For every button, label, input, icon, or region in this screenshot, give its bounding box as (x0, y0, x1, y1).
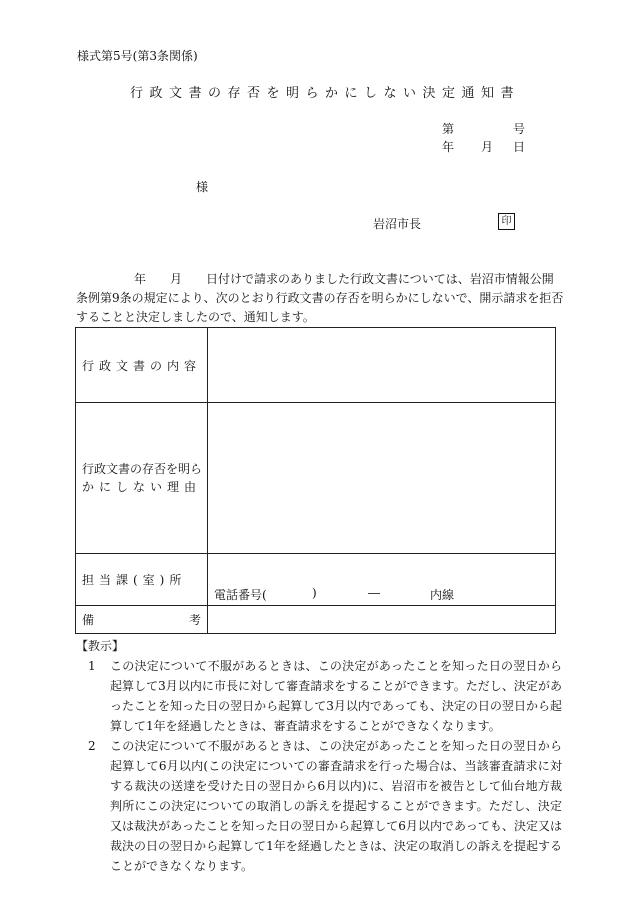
label-reason: 行政文書の存否を明ら かにしない理由 (76, 403, 208, 554)
table-row-reason (76, 403, 556, 554)
field-reason[interactable] (208, 403, 556, 554)
phone-prefix: 電話番号( (214, 588, 267, 602)
instruction-item: 2 この決定について不服があるときは、この決定があったことを知った日の翌日から起算して6月以内(この決定についての審査請求を行った場合は、当該審査請求に対する裁決の送達を受けた日の翌日から6月以内)に、岩沼市を被告として仙台地方裁判所にこの決定についての取消しの訴えを提起することができます。ただし、決定又は裁決があったことを知った日の翌日から起算して6月以内であっても、決定又は裁決の日の翌日から起算して1年を経過したときは、決定の取消しの訴えを提起することができなくなります。 (88, 739, 562, 873)
date-month: 月 (481, 140, 494, 154)
addressee-sama: 様 (196, 180, 209, 194)
label-document-content: 行政文書の内容 (76, 328, 208, 403)
body-line-1: 年 月 日付けで請求のありました行政文書については、岩沼市情報公開 (134, 272, 554, 286)
field-department[interactable] (208, 554, 556, 606)
field-remarks[interactable] (208, 606, 556, 634)
date-day: 日 (513, 140, 526, 154)
body-line-3: することと決定しましたので、通知します。 (76, 310, 315, 324)
reference-dai: 第 (442, 122, 455, 136)
instructions-section (76, 636, 562, 876)
instruction-item: 1 この決定について不服があるときは、この決定があったことを知った日の翌日から起算して3月以内に市長に対して審査請求をすることができます。ただし、決定があったことを知った日の翌日から起算して3月以内であっても、決定の日の翌日から起算して1年を経過したときは、審査請求をすることができなくなります。 (88, 659, 562, 733)
field-document-content[interactable] (208, 328, 556, 403)
document-title: 行政文書の存否を明らかにしない決定通知書 (129, 86, 520, 101)
body-line-2: 条例第9条の規定により、次のとおり行政文書の存否を明らかにしないで、開示請求を拒否 (76, 291, 564, 305)
label-department: 担当課(室)所 (76, 554, 208, 606)
reference-go: 号 (513, 122, 526, 136)
seal-mark: 印 (498, 213, 515, 230)
form-number: 様式第5号(第3条関係) (77, 49, 198, 63)
phone-ext: 内線 (430, 588, 455, 602)
body-paragraph (76, 270, 566, 327)
issuer-name: 岩沼市長 (373, 217, 422, 231)
label-remarks: 備 考 (76, 606, 208, 634)
table-row-remarks (76, 606, 556, 634)
table-row-content (76, 328, 556, 403)
phone-close: ) (312, 586, 317, 600)
phone-line (208, 554, 555, 605)
instructions-heading: 【教示】 (76, 639, 125, 653)
decision-table (75, 327, 556, 634)
table-row-department (76, 554, 556, 606)
date-year: 年 (442, 140, 455, 154)
phone-dash: ― (368, 586, 380, 600)
